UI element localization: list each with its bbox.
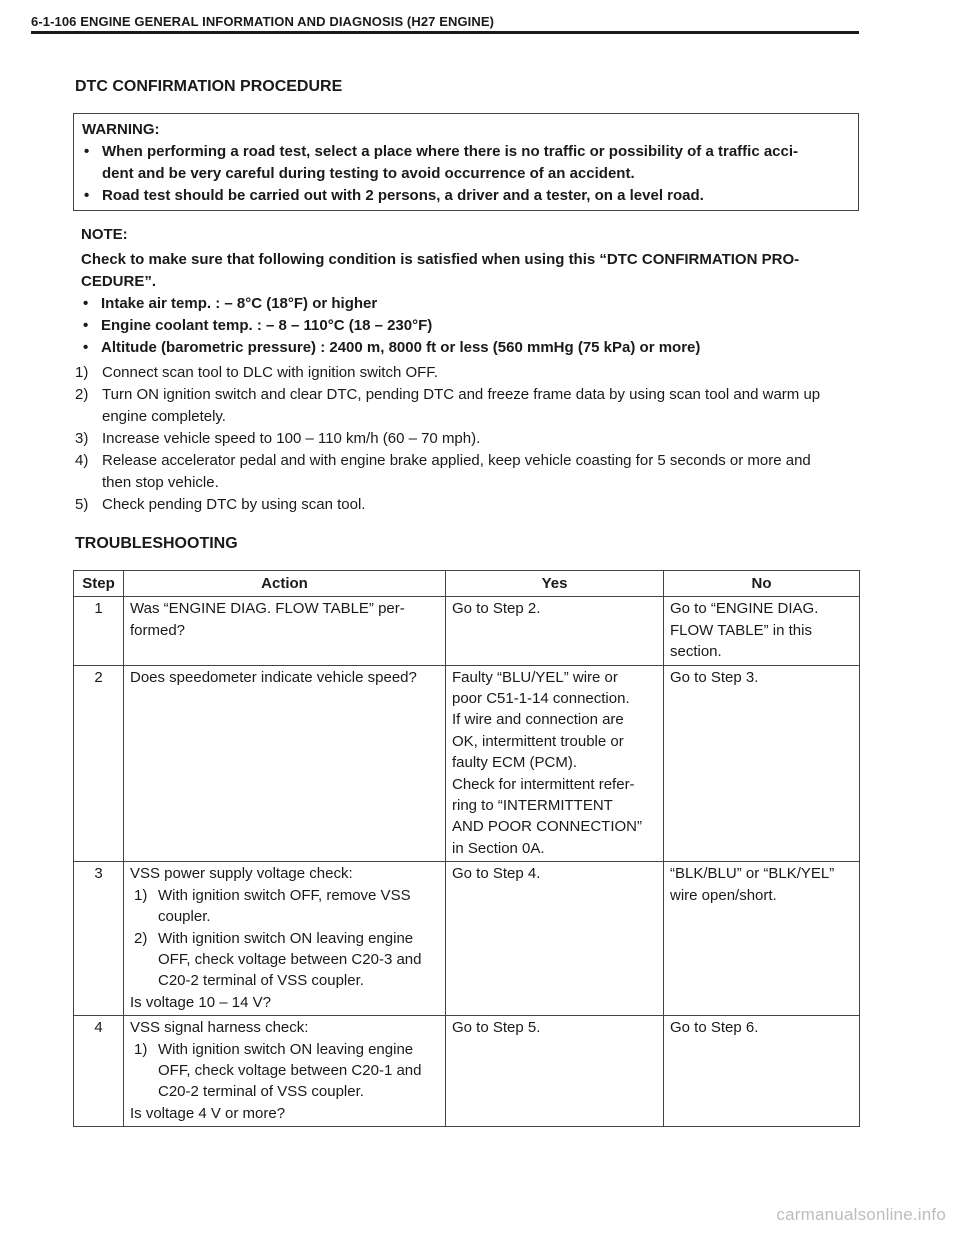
action-substep-line: With ignition switch OFF, remove VSS — [158, 886, 411, 904]
yes-line: poor C51-1-14 connection. — [452, 690, 630, 708]
watermark: carmanualsonline.info — [776, 1205, 946, 1224]
yes-line: Faulty “BLU/YEL” wire or — [452, 668, 618, 686]
procedure-step-text: Connect scan tool to DLC with ignition switch OFF. — [102, 364, 438, 381]
note-intro-line: Check to make sure that following condition is satisfied when using this “DTC CONFIRMATION PRO- — [81, 251, 800, 268]
no-line: Go to Step 6. — [670, 1019, 759, 1037]
action-substep-number: 1) — [134, 1040, 148, 1058]
step-number-cell: 4 — [74, 1016, 124, 1127]
action-substep-line: With ignition switch ON leaving engine — [158, 1040, 414, 1058]
procedure-step — [75, 384, 865, 428]
action-cell — [124, 665, 446, 862]
yes-line: Check for intermittent refer- — [452, 775, 635, 793]
warning-box — [73, 113, 859, 211]
no-line: section. — [670, 643, 722, 661]
action-line: Does speedometer indicate vehicle speed? — [130, 668, 417, 686]
no-cell — [664, 665, 860, 862]
action-substep-line: OFF, check voltage between C20-3 and — [158, 950, 422, 968]
warning-line: • Road test should be carried out with 2 persons, a driver and a tester, on a level road. — [102, 187, 704, 204]
table-row — [74, 597, 860, 665]
procedure-step-text: Turn ON ignition switch and clear DTC, pending DTC and freeze frame data by using scan tool and warm up — [102, 386, 821, 403]
table-row — [74, 862, 860, 1016]
yes-line: AND POOR CONNECTION” — [452, 818, 643, 836]
action-question: Is voltage 10 – 14 V? — [130, 993, 271, 1011]
action-substep-line: With ignition switch ON leaving engine — [158, 929, 414, 947]
action-substep — [130, 1039, 439, 1103]
action-substep — [130, 885, 439, 928]
procedure-step-text: engine completely. — [102, 408, 226, 425]
procedure-step-number: 5) — [75, 496, 89, 513]
no-line: FLOW TABLE” in this — [670, 621, 812, 639]
procedure-step — [75, 450, 865, 494]
note-bullet: • Engine coolant temp. : – 8 – 110°C (18 – 230°F) — [81, 315, 851, 337]
yes-line: Go to Step 5. — [452, 1019, 541, 1037]
table-row — [74, 1016, 860, 1127]
procedure-step — [75, 362, 865, 384]
action-substep-line: C20-2 terminal of VSS coupler. — [158, 1083, 364, 1101]
action-title: VSS power supply voltage check: — [130, 865, 353, 883]
warning-bullet — [82, 141, 850, 185]
procedure-step-number: 4) — [75, 452, 89, 469]
procedure-list — [75, 362, 865, 516]
action-line: formed? — [130, 621, 186, 639]
no-line: Go to Step 3. — [670, 668, 759, 686]
no-cell — [664, 862, 860, 1016]
yes-line: If wire and connection are — [452, 711, 624, 729]
step-number-cell: 2 — [74, 665, 124, 862]
step-number-cell: 1 — [74, 597, 124, 665]
action-substep — [130, 928, 439, 992]
yes-line: Go to Step 2. — [452, 600, 541, 618]
note-box — [73, 222, 859, 361]
action-substep-line: C20-2 terminal of VSS coupler. — [158, 972, 364, 990]
action-question: Is voltage 4 V or more? — [130, 1104, 286, 1122]
no-line: Go to “ENGINE DIAG. — [670, 600, 819, 618]
note-bullet: • Intake air temp. : – 8°C (18°F) or higher — [81, 293, 851, 315]
table-header-row — [74, 571, 860, 597]
procedure-step-text: then stop vehicle. — [102, 474, 219, 491]
table-row — [74, 665, 860, 862]
warning-bullet — [82, 185, 850, 207]
action-line: Was “ENGINE DIAG. FLOW TABLE” per- — [130, 600, 405, 618]
no-cell — [664, 1016, 860, 1127]
warning-line: • When performing a road test, select a place where there is no traffic or possibility of a traffic acci- — [102, 143, 799, 160]
column-header-no: No — [664, 571, 860, 597]
action-substep-number: 2) — [134, 929, 148, 947]
procedure-step-text: Release accelerator pedal and with engine brake applied, keep vehicle coasting for 5 seconds or more and — [102, 452, 811, 469]
column-header-yes: Yes — [446, 571, 664, 597]
no-cell — [664, 597, 860, 665]
step-number-cell: 3 — [74, 862, 124, 1016]
action-cell — [124, 1016, 446, 1127]
note-bullet: • Altitude (barometric pressure) : 2400 m, 8000 ft or less (560 mmHg (75 kPa) or more) — [81, 337, 851, 359]
warning-label: WARNING: — [82, 121, 160, 138]
action-title: VSS signal harness check: — [130, 1019, 309, 1037]
troubleshooting-table — [73, 570, 860, 1127]
yes-cell — [446, 862, 664, 1016]
yes-line: OK, intermittent trouble or — [452, 732, 624, 750]
procedure-step — [75, 494, 865, 516]
note-label: NOTE: — [81, 226, 128, 243]
procedure-step-number: 1) — [75, 364, 89, 381]
note-intro-line: CEDURE”. — [81, 273, 157, 290]
yes-cell — [446, 597, 664, 665]
warning-line: dent and be very careful during testing to avoid occurrence of an accident. — [102, 165, 635, 182]
page-header-title: 6-1-106 ENGINE GENERAL INFORMATION AND DIAGNOSIS (H27 ENGINE) — [31, 14, 495, 29]
procedure-step-number: 3) — [75, 430, 89, 447]
yes-line: in Section 0A. — [452, 839, 545, 857]
procedure-step-text: Increase vehicle speed to 100 – 110 km/h (60 – 70 mph). — [102, 430, 481, 447]
procedure-step-number: 2) — [75, 386, 89, 403]
yes-cell — [446, 665, 664, 862]
column-header-action: Action — [124, 571, 446, 597]
no-line: wire open/short. — [670, 886, 777, 904]
dtc-procedure-heading: DTC CONFIRMATION PROCEDURE — [75, 78, 343, 95]
yes-line: faulty ECM (PCM). — [452, 754, 578, 772]
yes-line: Go to Step 4. — [452, 865, 541, 883]
yes-cell — [446, 1016, 664, 1127]
yes-line: ring to “INTERMITTENT — [452, 797, 613, 815]
action-substep-line: coupler. — [158, 908, 211, 926]
action-substep-number: 1) — [134, 886, 148, 904]
troubleshooting-heading: TROUBLESHOOTING — [75, 535, 238, 552]
no-line: “BLK/BLU” or “BLK/YEL” — [670, 865, 835, 883]
header-rule — [31, 31, 859, 34]
action-substep-line: OFF, check voltage between C20-1 and — [158, 1061, 422, 1079]
action-cell — [124, 862, 446, 1016]
procedure-step — [75, 428, 865, 450]
action-cell — [124, 597, 446, 665]
column-header-step: Step — [74, 571, 124, 597]
procedure-step-text: Check pending DTC by using scan tool. — [102, 496, 366, 513]
